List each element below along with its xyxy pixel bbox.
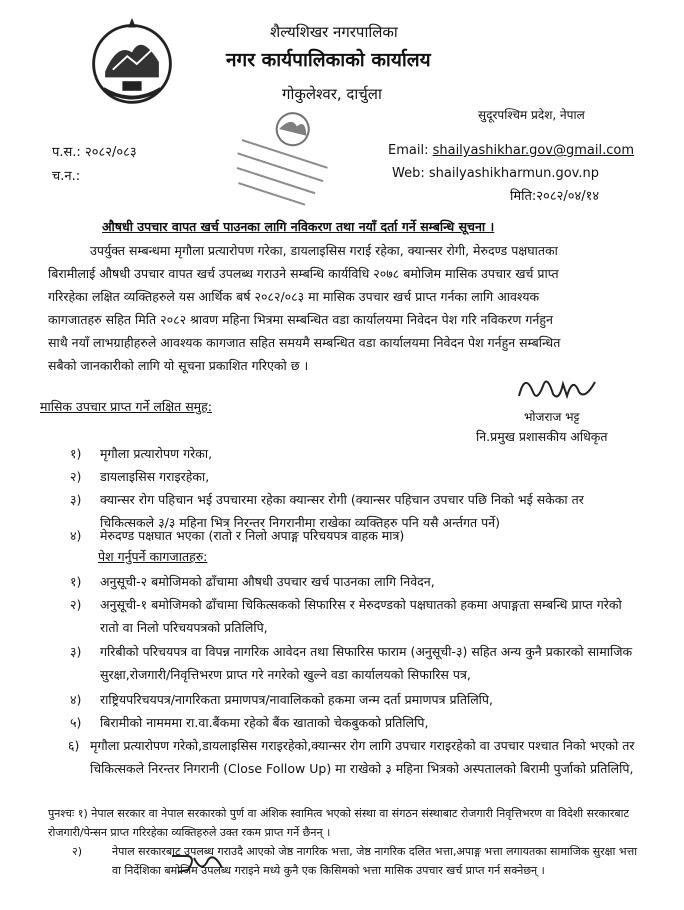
list-item-number: १) — [70, 574, 82, 589]
office-seal-stamp — [230, 98, 340, 208]
list-item-text: डायलाइसिस गराइरहेका, — [100, 469, 210, 484]
dispatch-number: च.न.: — [52, 169, 81, 184]
body-line-1: उपर्युक्त सम्बन्धमा मृगौला प्रत्यारोपण गरेका, डायलाइसिस गराई रहेका, क्यान्सर रोगी, मेरुदण्ड पक्षघातका — [90, 243, 558, 258]
list-item-text: राष्ट्रियपरिचयपत्र/नागरिकता प्रमाणपत्र/नावालिकको हकमा जन्म दर्ता प्रमाणपत्र प्रतिलिपि, — [100, 692, 493, 707]
body-line-4: कागजातहरु सहित मिति २०८२ श्रावण महिना भित्रमा सम्बन्धित वडा कार्यालयमा निवेदन पेश गरि नविकरण गर्नहुन — [48, 312, 553, 327]
list-item-number: २) — [70, 469, 82, 484]
body-line-5: साथै नयाँ लाभग्राहीहरुले आवश्यक कागजात सहित समयमै सम्बन्धित वडा कार्यालयमा निवेदन पेश गर्नहुन सम्बन्धित — [48, 335, 561, 350]
list-item-text: बिरामीको नामममा रा.वा.बैंकमा रहेको बैंक खाताको चेकबुकको प्रतिलिपि, — [100, 715, 429, 730]
email-line — [388, 143, 634, 158]
list-item-number: ३) — [70, 644, 82, 659]
province-name: सुदूरपश्चिम प्रदेश, नेपाल — [478, 108, 585, 122]
list-item — [48, 734, 644, 804]
list-item-number: २) — [70, 597, 82, 612]
subject-line: औषधी उपचार वापत खर्च पाउनका लागि नविकरण तथा नयाँ दर्ता गर्ने सम्बन्धि सूचना । — [102, 219, 495, 234]
list-item-number: १) — [70, 446, 82, 461]
date: मिति:२०८२/०४/१४ — [510, 189, 600, 204]
note-2-number: २) — [72, 845, 83, 858]
list-item-number: ४) — [70, 692, 82, 707]
reference-number: प.स.: २०८२/०८३ — [52, 145, 137, 160]
target-group-heading: मासिक उपचार प्राप्त गर्ने लक्षित समुह: — [40, 399, 212, 414]
nepal-emblem-icon — [84, 14, 180, 110]
note-label: पुनश्चः — [48, 807, 75, 820]
signatory-name: भोजराज भट्ट — [524, 410, 580, 424]
email-label: Email: — [388, 143, 429, 158]
list-item-text: मृगौला प्रत्यारोपण गरेका, — [100, 446, 213, 461]
note-1-number: १) — [77, 807, 88, 820]
initials-signature — [168, 848, 228, 878]
required-documents-heading: पेश गर्नुपर्ने कागजातहरु: — [98, 549, 208, 564]
list-item-text: अनुसूची-२ बमोजिमको ढाँचामा औषधी उपचार खर्च पाउनका लागि निवेदन, — [100, 574, 435, 589]
email-link[interactable]: shailyashikhar.gov@gmail.com — [432, 143, 634, 158]
municipality-name: शैल्यशिखर नगरपालिका — [270, 23, 398, 41]
note-1 — [48, 804, 648, 842]
signature — [515, 366, 600, 408]
list-item-number: ३) — [70, 492, 82, 507]
list-item-number: ४) — [70, 528, 82, 543]
body-line-3: गरिरहेका लक्षित व्यक्तिहरुले यस आर्थिक बर्ष २०८२/०८३ मा मासिक उपचार खर्च प्राप्त गर्नका लागि आवश्यक — [48, 289, 540, 304]
list-item-number: ६) — [68, 738, 80, 753]
list-item-text: क्यान्सर रोग पहिचान भई उपचारमा रहेका क्यान्सर रोगी (क्यान्सर पहिचान उपचार पछि निको भई सकेका तर चिकित्सकले ३/३ महिना भित्र निरन्तर निगरानीमा राखेका व्यक्तिहरु पनि यसै अर्न्तगत पर्ने) — [100, 492, 584, 530]
note-1-text: नेपाल सरकार वा नेपाल सरकारको पुर्ण वा अंशिक स्वामित्व भएको संस्था वा संगठन संस्थाबाट रोजगारी निवृत्तिभरण वा विदेशी सरकारबाट रोजगारी/पेन्सन प्राप्त गरिरहेका व्यक्तिहरुले उक्त रकम प्राप्त गर्ने छैनन् । — [48, 807, 630, 839]
list-item-text: मेरुदण्ड पक्षघात भएका (रातो र निलो अपाङ्ग परिचयपत्र वाहक मात्र) — [100, 528, 405, 543]
note-2-text: नेपाल सरकारबाट उपलब्ध गराउदै आएको जेष्ठ नागरिक भत्ता, जेष्ठ नागरिक दलित भत्ता,अपाङ्ग भत्ता लगायतका सामाजिक सुरक्षा भत्ता वा निर्देशिका बमोजिम उपलब्ध गराइने मध्ये कुनै एक किसिमको भत्ता मासिक उपचार खर्च प्राप्त गर्न सक्नेछन् । — [112, 845, 638, 877]
list-item — [70, 593, 638, 639]
office-location: गोकुलेश्वर, दार्चुला — [282, 85, 382, 103]
list-item-number: ५) — [70, 715, 82, 730]
list-item-text: मृगौला प्रत्यारोपण गरेको,डायलाइसिस गराइरहेको,क्यान्सर रोग लागि उपचार गराइरहेको वा उपचार पश्चात निको भएको तर चिकित्सकले निरन्तर निगरानी (Close Follow Up) मा राखेको ३ महिना भित्रको अस्पतालको बिरामी पुर्जाको प्रतिलिपि, — [90, 738, 635, 776]
body-line-6: सबैको जानकारीको लागि यो सूचना प्रकाशित गरिएको छ । — [48, 358, 309, 373]
website[interactable]: Web: shailyashikharmun.gov.np — [392, 166, 599, 181]
list-item-text: अनुसूची-१ बमोजिमको ढाँचामा चिकित्सकको सिफारिस र मेरुदण्डको पक्षघातको हकमा अपाङ्गता सम्बन्धि प्राप्त गरेको रातो वा निलो परिचयपत्रको प्रतिलिपि, — [100, 597, 622, 635]
body-line-2: बिरामीलाई औषधी उपचार वापत खर्च उपलब्ध गराउने सम्बन्धि कार्यविधि २०७८ बमोजिम मासिक उपचार खर्च प्राप्त — [48, 266, 559, 281]
office-name: नगर कार्यपालिकाको कार्यालय — [226, 49, 431, 71]
signatory-title: नि.प्रमुख प्रशासकीय अधिकृत — [476, 429, 608, 444]
list-item — [70, 640, 638, 686]
list-item-text: गरिबीको परिचयपत्र वा विपन्न नागरिक आवेदन तथा सिफारिस फाराम (अनुसूची-३) सहित अन्य कुनै प्रकारको सामाजिक सुरक्षा,रोजगारी/निवृत्तिभरण प्राप्त गरे नगरेको खुल्ने वडा कार्यालयको सिफारिस पत्र, — [100, 644, 633, 682]
